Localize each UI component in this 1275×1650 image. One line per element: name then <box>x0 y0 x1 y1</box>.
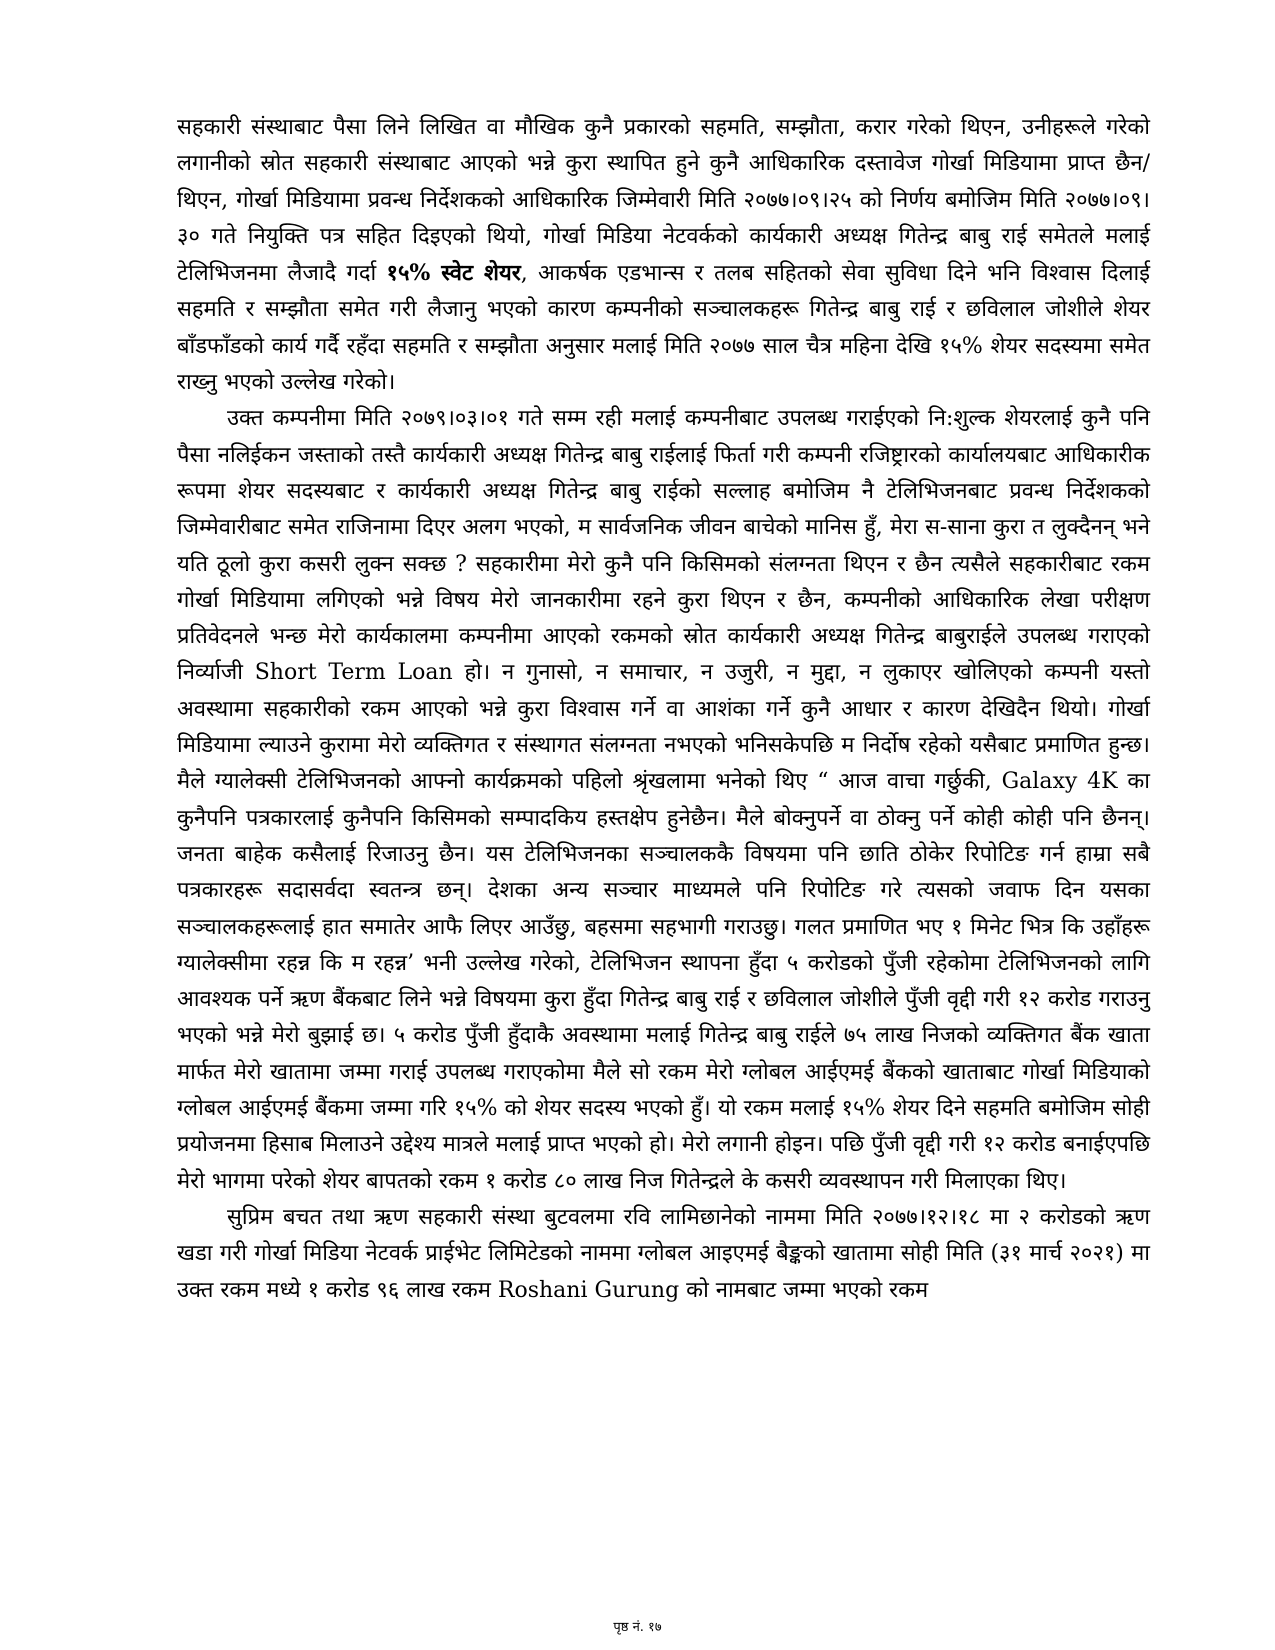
paragraph-1 <box>177 110 1150 401</box>
paragraph-1-run-3: , आकर्षक एडभान्स र तलब सहितको सेवा सुविधा दिने भनि विश्वास दिलाई सहमति र सम्झौता समेत गरी लैजानु भएको कारण कम्पनीको सञ्चालकहरू गितेन्द्र बाबु राई र छविलाल जोशीले शेयर बाँडफाँडको कार्य गर्दै रहँदा सहमति र सम्झौता अनुसार मलाई मिति २०७७ साल चैत्र महिना देखि १५% शेयर सदस्यमा समेत राख्नु भएको उल्लेख गरेको। <box>177 261 1151 396</box>
body-text <box>177 110 1150 1309</box>
paragraph-2-run-1: उक्त कम्पनीमा मिति २०७९।०३।०१ गते सम्म रही मलाई कम्पनीबाट उपलब्ध गराईएको नि:शुल्क शेयरलाई कुनै पनि पैसा नलिईकन जस्ताको तस्तै कार्यकारी अध्यक्ष गितेन्द्र बाबु राईलाई फिर्ता गरी कम्पनी रजिष्ट्रारको कार्यालयबाट आधिकारीक रूपमा शेयर सदस्यबाट र कार्यकारी अध्यक्ष गितेन्द्र बाबु राईको सल्लाह बमोजिम नै टेलिभिजनबाट प्रवन्ध निर्देशकको जिम्मेवारीबाट समेत राजिनामा दिएर अलग भएको, म सार्वजनिक जीवन बाचेको मानिस हुँ, मेरा स-साना कुरा त लुक्दैनन् भने यति ठूलो कुरा कसरी लुक्न सक्छ ? सहकारीमा मेरो कुनै पनि किसिमको संलग्नता थिएन र छैन त्यसैले सहकारीबाट रकम गोर्खा मिडियामा लगिएको भन्ने विषय मेरो जानकारीमा रहने कुरा थिएन र छैन, कम्पनीको आधिकारिक लेखा परीक्षण प्रतिवेदनले भन्छ मेरो कार्यकालमा कम्पनीमा आएको रकमको स्रोत कार्यकारी अध्यक्ष गितेन्द्र बाबुराईले उपलब्ध गराएको निर्व्याजी Short Term Loan हो। न गुनासो, न समाचार, न उजुरी, न मुद्दा, न लुकाएर खोलिएको कम्पनी यस्तो अवस्थामा सहकारीको रकम आएको भन्ने कुरा विश्वास गर्ने वा आशंका गर्ने कुनै आधार र कारण देखिदैन थियो। गोर्खा मिडियामा ल्याउने कुरामा मेरो व्यक्तिगत र संस्थागत संलग्नता नभएको भनिसकेपछि म निर्दोष रहेको यसैबाट प्रमाणित हुन्छ। मैले ग्यालेक्सी टेलिभिजनको आफ्नो कार्यक्रमको पहिलो श्रृंखलामा भनेको थिए “ आज वाचा गर्छुकी, Galaxy 4K का कुनैपनि पत्रकारलाई कुनैपनि किसिमको सम्पादकिय हस्तक्षेप हुनेछैन। मैले बोक्नुपर्ने वा ठोक्नु पर्ने कोही कोही पनि छैनन्। जनता बाहेक कसैलाई रिजाउनु छैन। यस टेलिभिजनका सञ्चालककै विषयमा पनि छाति ठोकेर रिपोटिङ गर्न हाम्रा सबै पत्रकारहरू सदासर्वदा स्वतन्त्र छन्। देशका अन्य सञ्चार माध्यमले पनि रिपोटिङ गरे त्यसको जवाफ दिन यसका सञ्चालकहरूलाई हात समातेर आफै लिएर आउँछु, बहसमा सहभागी गराउछु। गलत प्रमाणित भए १ मिनेट भित्र कि उहाँहरू ग्यालेक्सीमा रहन्न कि म रहन्न’ भनी उल्लेख गरेको, टेलिभिजन स्थापना हुँदा ५ करोडको पुँजी रहेकोमा टेलिभिजनको लागि आवश्यक पर्ने ऋण बैंकबाट लिने भन्ने विषयमा कुरा हुँदा गितेन्द्र बाबु राई र छविलाल जोशीले पुँजी वृद्दी गरी १२ करोड गराउनु भएको भन्ने मेरो बुझाई छ। ५ करोड पुँजी हुँदाकै अवस्थामा मलाई गितेन्द्र बाबु राईले ७५ लाख निजको व्यक्तिगत बैंक खाता मार्फत मेरो खातामा जम्मा गराई उपलब्ध गराएकोमा मैले सो रकम मेरो ग्लोबल आईएमई बैंकको खाताबाट गोर्खा मिडियाको ग्लोबल आईएमई बैंकमा जम्मा गरि १५% को शेयर सदस्य भएको हुँ। यो रकम मलाई १५% शेयर दिने सहमति बमोजिम सोही प्रयोजनमा हिसाब मिलाउने उद्देश्य मात्रले मलाई प्राप्त भएको हो। मेरो लगानी होइन। पछि पुँजी वृद्दी गरी १२ करोड बनाईएपछि मेरो भागमा परेको शेयर बापतको रकम १ करोड ८० लाख निज गितेन्द्रले के कसरी व्यवस्थापन गरी मिलाएका थिए। <box>177 406 1150 1194</box>
paragraph-3-run-1: सुप्रिम बचत तथा ऋण सहकारी संस्था बुटवलमा रवि लामिछानेको नाममा मिति २०७७।१२।१८ मा २ करोडको ऋण खडा गरी गोर्खा मिडिया नेटवर्क प्राईभेट लिमिटेडको नाममा ग्लोबल आइएमई बैङ्कको खातामा सोही मिति (३१ मार्च २०२१) मा उक्त रकम मध्ये १ करोड ९६ लाख रकम Roshani Gurung को नामबाट जम्मा भएको रकम <box>177 1204 1150 1303</box>
paragraph-3 <box>177 1200 1150 1309</box>
paragraph-1-run-1: सहकारी संस्थाबाट पैसा लिने लिखित वा मौखिक कुनै प्रकारको सहमति, सम्झौता, करार गरेको थिएन, उनीहरूले गरेको लगानीको स्रोत सहकारी संस्थाबाट आएको भन्ने कुरा स्थापित हुने कुनै आधिकारिक दस्तावेज गोर्खा मिडियामा प्राप्त छैन/थिएन, गोर्खा मिडियामा प्रवन्ध निर्देशकको आधिकारिक जिम्मेवारी मिति २०७७।०९।२५ को निर्णय बमोजिम मिति २०७७।०९।३० गते नियुक्ति पत्र सहित दिइएको थियो, गोर्खा मिडिया नेटवर्कको कार्यकारी अध्यक्ष गितेन्द्र बाबु राई समेतले मलाई टेलिभिजनमा लैजादै गर्दा <box>177 115 1150 287</box>
paragraph-2 <box>177 401 1150 1200</box>
paragraph-1-bold-run: १५% स्वेट शेयर <box>386 260 521 287</box>
page-number: पृष्ठ नं. १७ <box>613 1620 662 1635</box>
